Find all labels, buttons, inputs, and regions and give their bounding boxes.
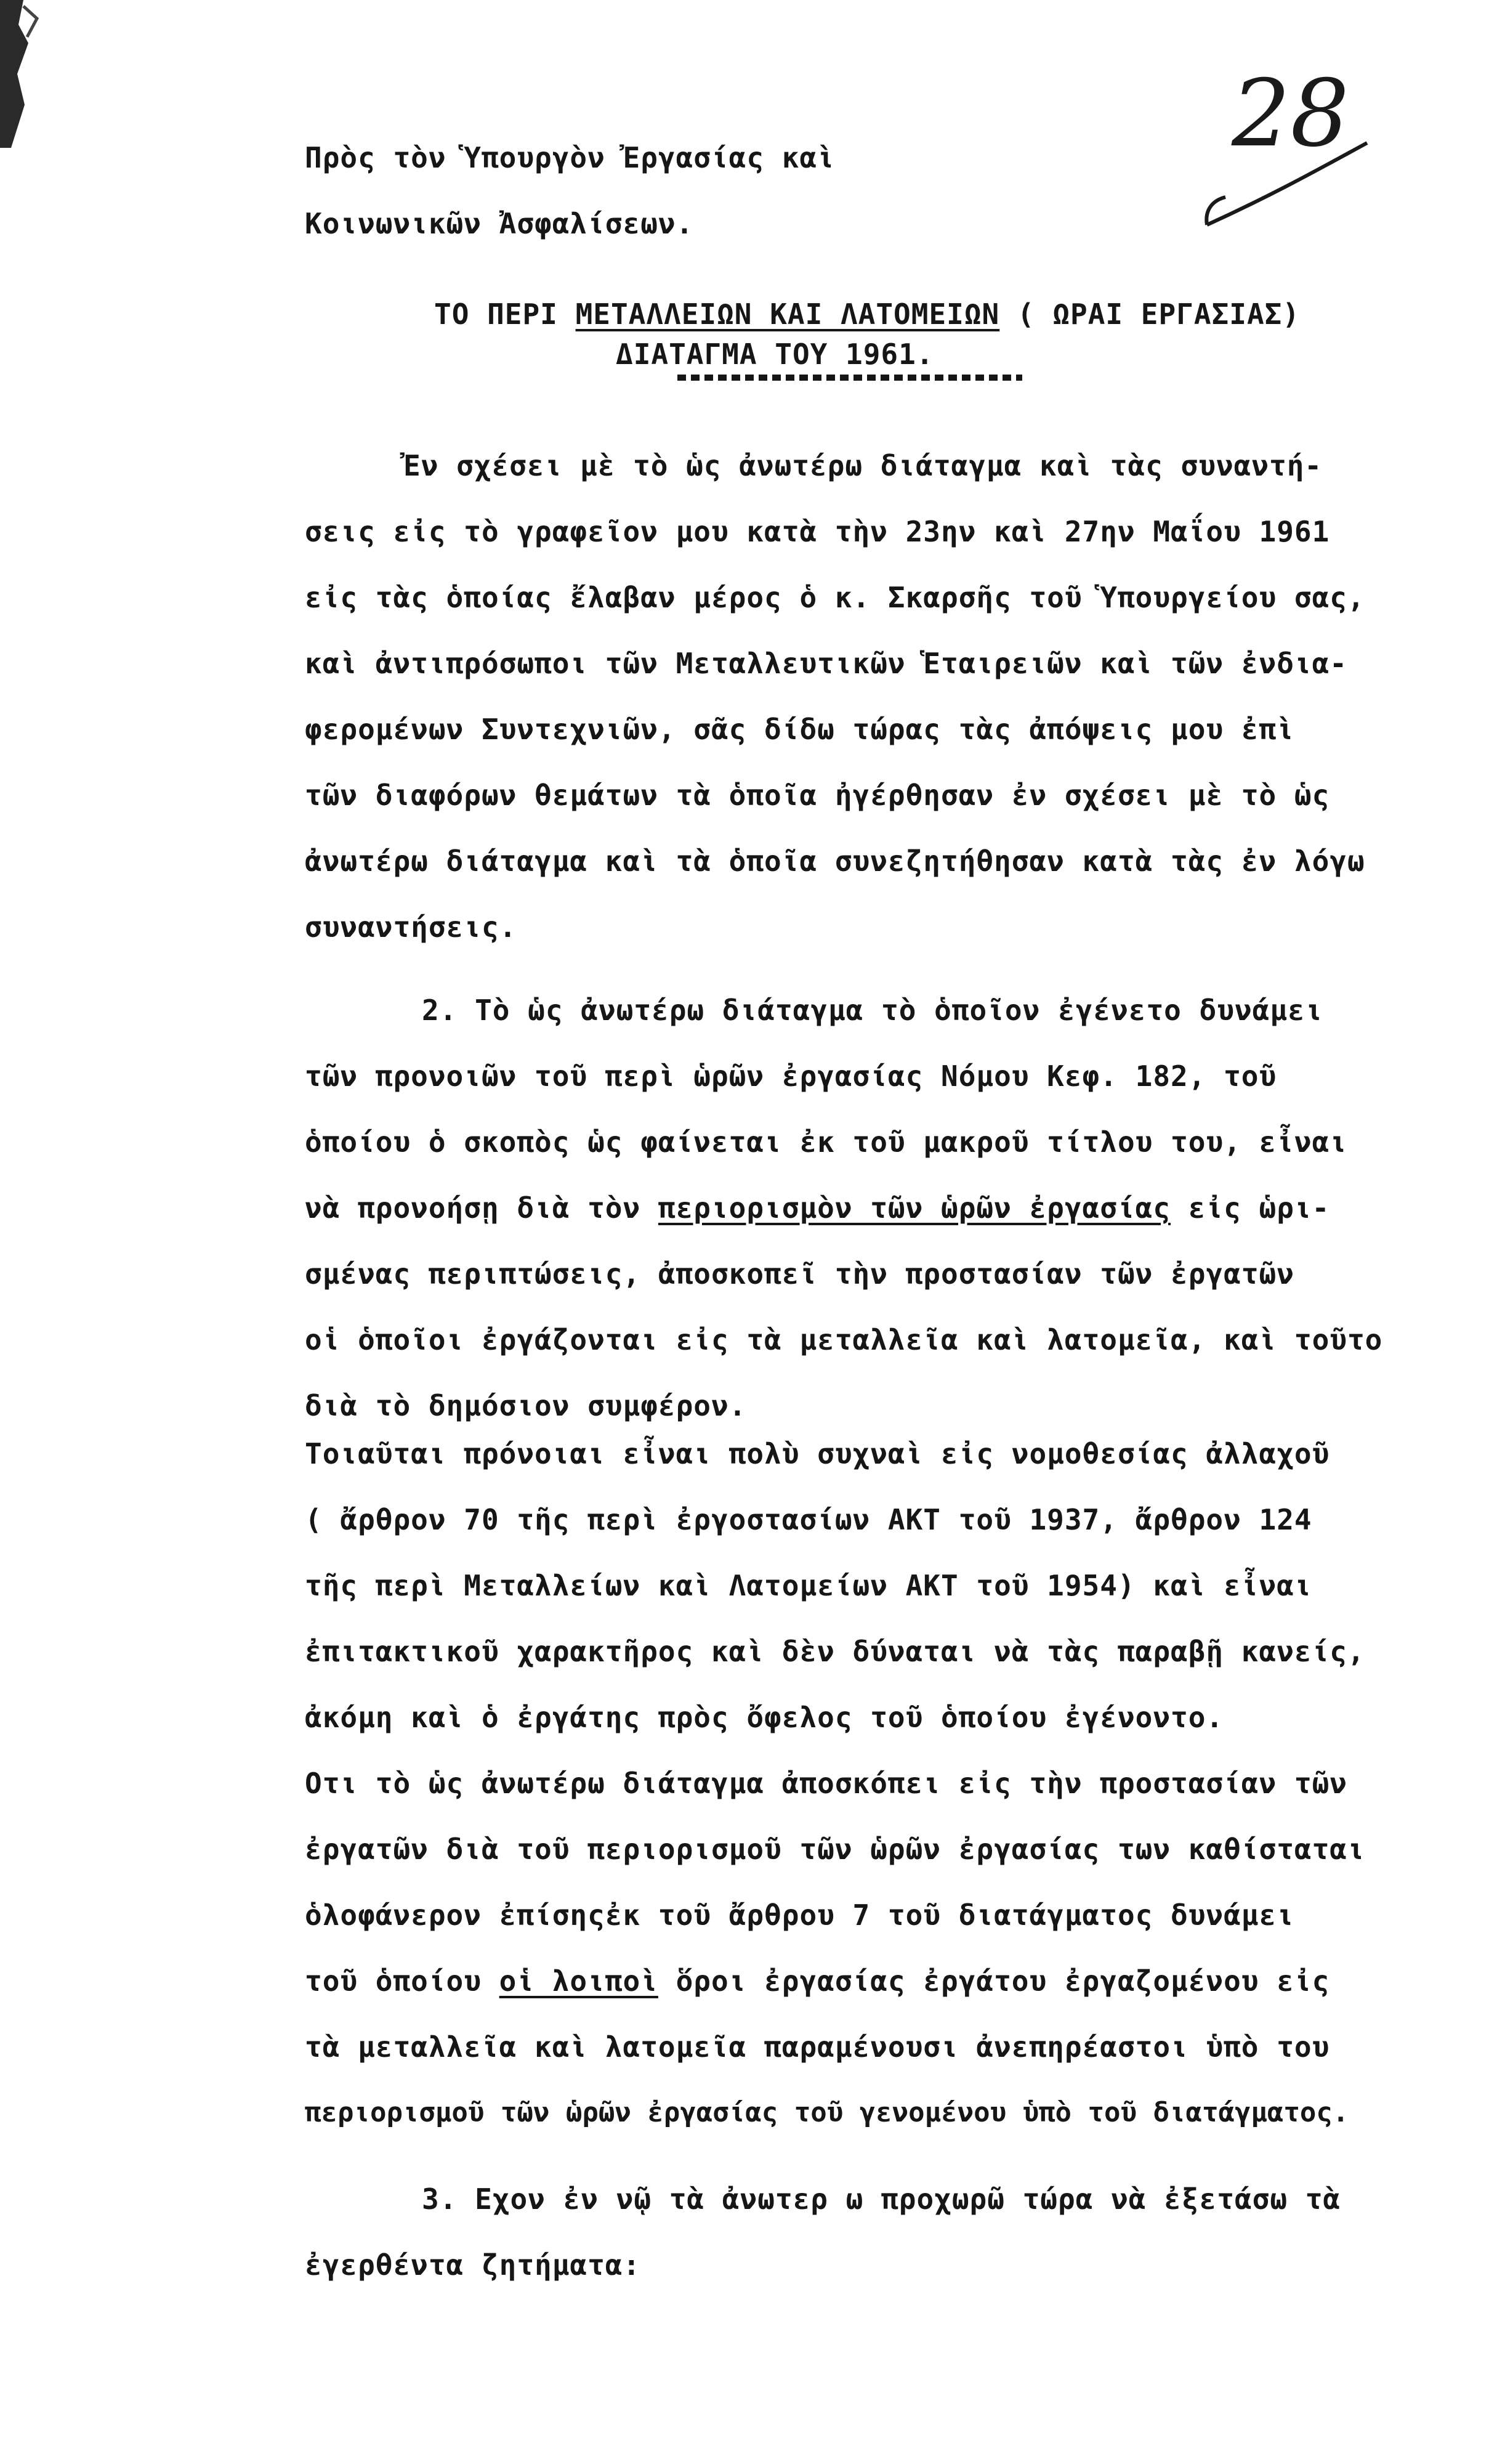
para2-line: οἱ ὁποῖοι ἐργάζονται εἰς τὰ μεταλλεῖα καὶ λατομεῖα, καὶ τοῦτο [305,1323,1383,1356]
para4-text: ὅροι ἐργασίας ἐργάτου ἐργαζομένου εἰς [658,1964,1330,1998]
para3-line: τῆς περὶ Μεταλλείων καὶ Λατομείων ΑΚΤ τοῦ 1954) καὶ εἶναι [305,1569,1312,1602]
para5-line: 3. Εχον ἐν νῷ τὰ ἀνωτερ ω προχωρῶ τώρα νὰ ἐξετάσω τὰ [422,2182,1341,2216]
heading-suffix: ( ΩΡΑΙ ΕΡΓΑΣΙΑΣ) [999,298,1301,331]
para2-line-underlined [305,1189,1330,1226]
para2-line: σμένας περιπτώσεις, ἀποσκοπεῖ τὴν προστασίαν τῶν ἐργατῶν [305,1257,1294,1291]
para1-line: Ἐν σχέσει μὲ τὸ ὡς ἀνωτέρω διάταγμα καὶ τὰς συναντή- [403,449,1323,482]
punch-hole-mark [0,0,74,148]
para5-line: ἐγερθέντα ζητήματα: [305,2248,641,2282]
para4-line: Οτι τὸ ὡς ἀνωτέρω διάταγμα ἀποσκόπει εἰς τὴν προστασίαν τῶν [305,1767,1347,1800]
para4-line-underlined [305,1963,1330,2000]
para3-line: ἀκόμη καὶ ὁ ἐργάτης πρὸς ὄφελος τοῦ ὁποίου ἐγένοντο. [305,1701,1224,1734]
addressee-line-1: Πρὸς τὸν Ὑπουργὸν Ἐργασίας καὶ [305,141,835,174]
para2-text: νὰ προνοήσῃ διὰ τὸν [305,1191,658,1225]
heading-prefix: ΤΟ ΠΕΡΙ [434,298,576,331]
para1-line: εἰς τὰς ὁποίας ἔλαβαν μέρος ὁ κ. Σκαρσῆς τοῦ Ὑπουργείου σας, [305,581,1365,614]
para3-line: Τοιαῦται πρόνοιαι εἶναι πολὺ συχναὶ εἰς νομοθεσίας ἀλλαχοῦ [305,1437,1330,1470]
para2-text: εἰς ὡρι- [1171,1191,1330,1225]
para1-line: καὶ ἀντιπρόσωποι τῶν Μεταλλευτικῶν Ἑταιρειῶν καὶ τῶν ἐνδια- [305,647,1347,680]
handwritten-check-mark [1188,136,1373,234]
para1-line: φερομένων Συντεχνιῶν, σᾶς δίδω τώρας τὰς ἀπόψεις μου ἐπὶ [305,713,1294,746]
underlined-phrase: οἱ λοιποὶ [499,1964,658,1998]
underlined-phrase: περιορισμὸν τῶν ὡρῶν ἐργασίας [658,1191,1171,1225]
para4-text: τοῦ ὁποίου [305,1964,499,1998]
addressee-line-2: Κοινωνικῶν Ἀσφαλίσεων. [305,207,694,240]
para4-line: περιορισμοῦ τῶν ὡρῶν ἐργασίας τοῦ γενομένου ὑπὸ τοῦ διατάγματος. [305,2097,1349,2128]
para3-line: ἐπιτακτικοῦ χαρακτῆρος καὶ δὲν δύναται νὰ τὰς παραβῇ κανείς, [305,1635,1365,1668]
heading-line-2: ΔΙΑΤΑΓΜΑ ΤΟΥ 1961. [616,338,934,371]
para4-line: τὰ μεταλλεῖα καὶ λατομεῖα παραμένουσι ἀνεπηρέαστοι ὑπὸ του [305,2030,1330,2064]
para2-line: ὁποίου ὁ σκοπὸς ὡς φαίνεται ἐκ τοῦ μακροῦ τίτλου του, εἶναι [305,1125,1347,1159]
para1-line: σεις εἰς τὸ γραφεῖον μου κατὰ τὴν 23ην καὶ 27ην Μαΐου 1961 [305,515,1330,548]
para4-line: ὁλοφάνερον ἐπίσηςἐκ τοῦ ἄρθρου 7 τοῦ διατάγματος δυνάμει [305,1899,1294,1932]
heading-underlined-title: ΜΕΤΑΛΛΕΙΩΝ ΚΑΙ ΛΑΤΟΜΕΙΩΝ [575,298,1000,331]
para2-line: διὰ τὸ δημόσιον συμφέρον. [305,1389,747,1422]
para1-line: ἀνωτέρω διάταγμα καὶ τὰ ὁποῖα συνεζητήθησαν κατὰ τὰς ἐν λόγω [305,845,1365,878]
para2-line: τῶν προνοιῶν τοῦ περὶ ὡρῶν ἐργασίας Νόμου Κεφ. 182, τοῦ [305,1060,1277,1093]
para3-line: ( ἄρθρον 70 τῆς περὶ ἐργοστασίων ΑΚΤ τοῦ 1937, ἄρθρον 124 [305,1503,1312,1536]
para1-line: συναντήσεις. [305,910,517,944]
para4-line: ἐργατῶν διὰ τοῦ περιορισμοῦ τῶν ὡρῶν ἐργασίας των καθίσταται [305,1833,1365,1866]
heading-line-1 [434,296,1300,333]
heading-dashed-rule [677,375,1022,381]
handwritten-page-number: 28 [1232,60,1349,168]
para1-line: τῶν διαφόρων θεμάτων τὰ ὁποῖα ἠγέρθησαν ἐν σχέσει μὲ τὸ ὡς [305,779,1330,812]
para2-line: 2. Τὸ ὡς ἀνωτέρω διάταγμα τὸ ὁποῖον ἐγένετο δυνάμει [422,994,1323,1027]
